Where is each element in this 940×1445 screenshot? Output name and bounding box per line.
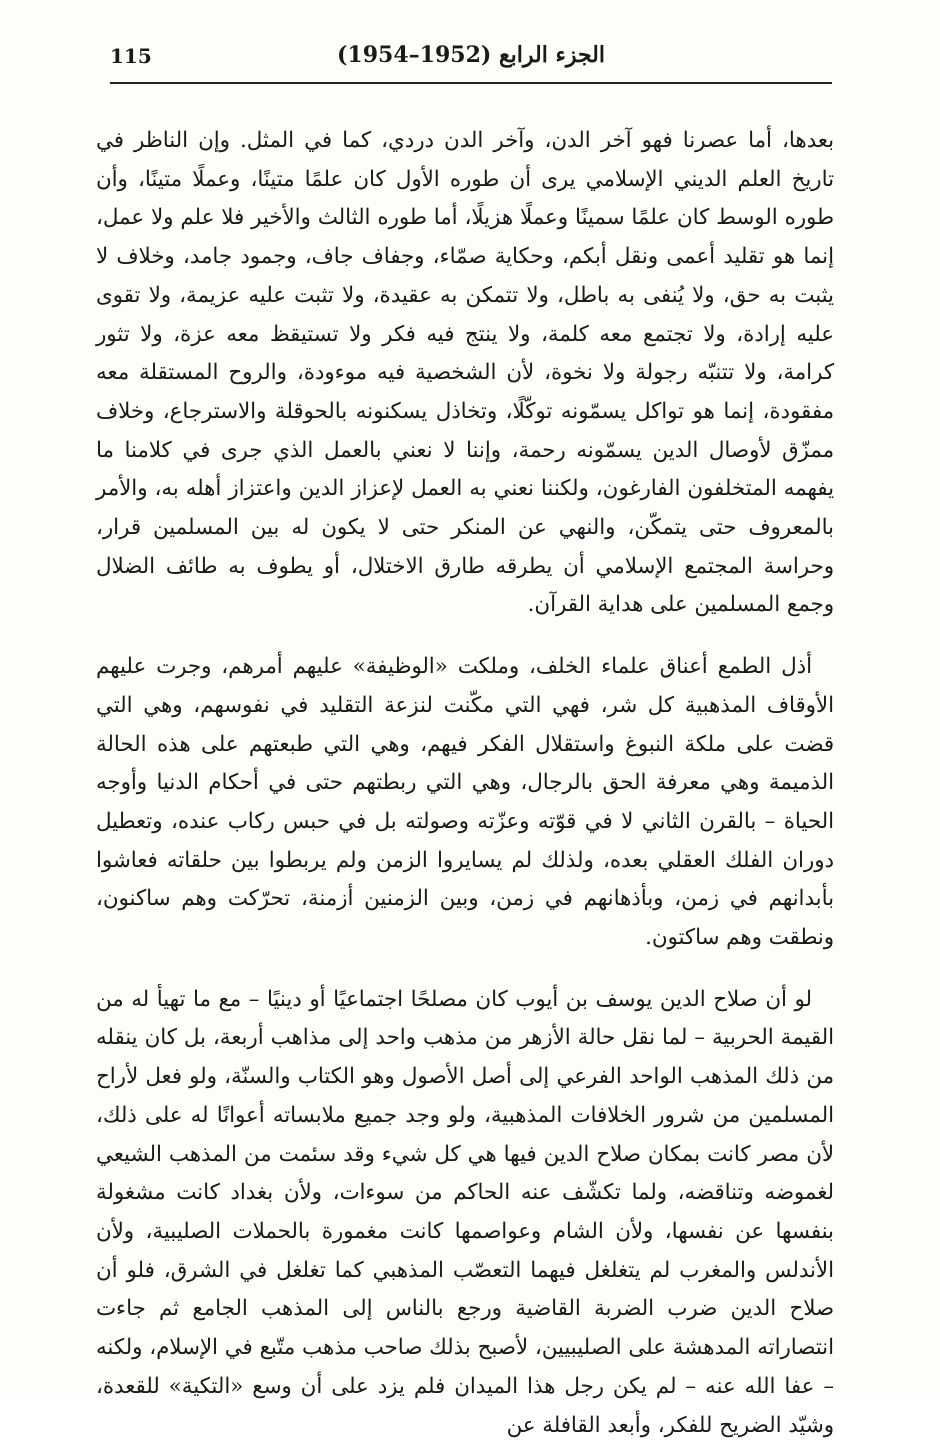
page-header [110,40,832,86]
paragraph-2: أذل الطمع أعناق علماء الخلف، وملكت «الوظيفة» عليهم أمرهم، وجرت عليهم الأوقاف المذهبية كل شر، فهي التي مكّنت لنزعة التقليد في نفوسهم، وهي التي قضت على ملكة النبوغ واستقلال الفكر فيهم، وهي التي طبعتهم على هذه الحالة الذميمة وهي معرفة الحق بالرجال، وهي التي ربطتهم حتى في أحكام الدنيا وأوجه الحياة – بالقرن الثاني لا في قوّته وعزّته وصولته بل في حبس ركاب عنده، وتعطيل دوران الفلك العقلي بعده، ولذلك لم يسايروا الزمن ولم يربطوا بين حلقاته فعاشوا بأبدانهم في زمن، وبأذهانهم في زمن، وبين الزمنين أزمنة، تحرّكت وهم ساكنون، ونطقت وهم ساكتون. [96,654,834,951]
body-text [96,122,834,1445]
page-number: 115 [110,44,152,68]
running-title: الجزء الرابع (1952–1954) [336,42,606,68]
paragraph-3: لو أن صلاح الدين يوسف بن أيوب كان مصلحًا اجتماعيًا أو دينيًا – مع ما تهيأ له من القيمة الحربية – لما نقل حالة الأزهر من مذهب واحد إلى مذاهب أربعة، بل كان ينقله من ذلك المذهب الواحد الفرعي إلى أصل الأصول وهو الكتاب والسنّة، ولو فعل لأراح المسلمين من شرور الخلافات المذهبية، ولو وجد جميع ملابساته أعوانًا له على ذلك، لأن مصر كانت بمكان صلاح الدين فيها هي كل شيء وقد سئمت من المذهب الشيعي لغموضه وتناقضه، ولما تكشّف عنه الحاكم من سوءات، ولأن بغداد كانت مشغولة بنفسها عن نفسها، ولأن الشام وعواصمها كانت مغمورة بالحملات الصليبية، ولأن الأندلس والمغرب لم يتغلغل فيهما التعصّب المذهبي كما تغلغل في الشرق، فلو أن صلاح الدين ضرب الضربة القاضية ورجع بالناس إلى المذهب الجامع ثم جاءت انتصاراته المدهشة على الصليبيين، لأصبح بذلك صاحب مذهب متّبع في الإسلام، ولكنه – عفا الله عنه – لم يكن رجل هذا الميدان فلم يزد على أن وسع «التكية» للقعدة، وشيّد الضريح للفكر، وأبعد القافلة عن [96,986,834,1438]
header-rule [110,82,832,84]
paragraph-1: بعدها، أما عصرنا فهو آخر الدن، وآخر الدن دردي، كما في المثل. وإن الناظر في تاريخ العلم الديني الإسلامي يرى أن طوره الأول كان علمًا متينًا، وعملًا متينًا، وأن طوره الوسط كان علمًا سمينًا وعملًا هزيلًا، أما طوره الثالث والأخير فلا علم ولا عمل، إنما هو تقليد أعمى ونقل أبكم، وحكاية صمّاء، وجفاف جاف، وجمود جامد، وخلاف لا يثبت به حق، ولا يُنفى به باطل، ولا تتمكن به عقيدة، ولا تثبت عليه عزيمة، ولا تقوى عليه إرادة، ولا تجتمع معه كلمة، ولا ينتج فيه فكر ولا تستيقظ معه عزة، ولا تثور كرامة، ولا تتنبّه رجولة ولا نخوة، لأن الشخصية فيه موءودة، والروح المستقلة معه مفقودة، إنما هو تواكل يسمّونه توكّلًا، وتخاذل يسكنونه بالحوقلة والاسترجاع، وخلاف ممزّق لأوصال الدين يسمّونه رحمة، وإننا لا نعني بالعمل الذي جرى في كلامنا ما يفهمه المتخلفون الفارغون، ولكننا نعني به العمل لإعزاز الدين واعتزاز أهله به، والأمر بالمعروف حتى يتمكّن، والنهي عن المنكر حتى لا يكون له بين المسلمين قرار، وحراسة المجتمع الإسلامي أن يطرقه طارق الاختلال، أو يطوف به طائف الضلال وجمع المسلمين على هداية القرآن. [96,128,834,618]
